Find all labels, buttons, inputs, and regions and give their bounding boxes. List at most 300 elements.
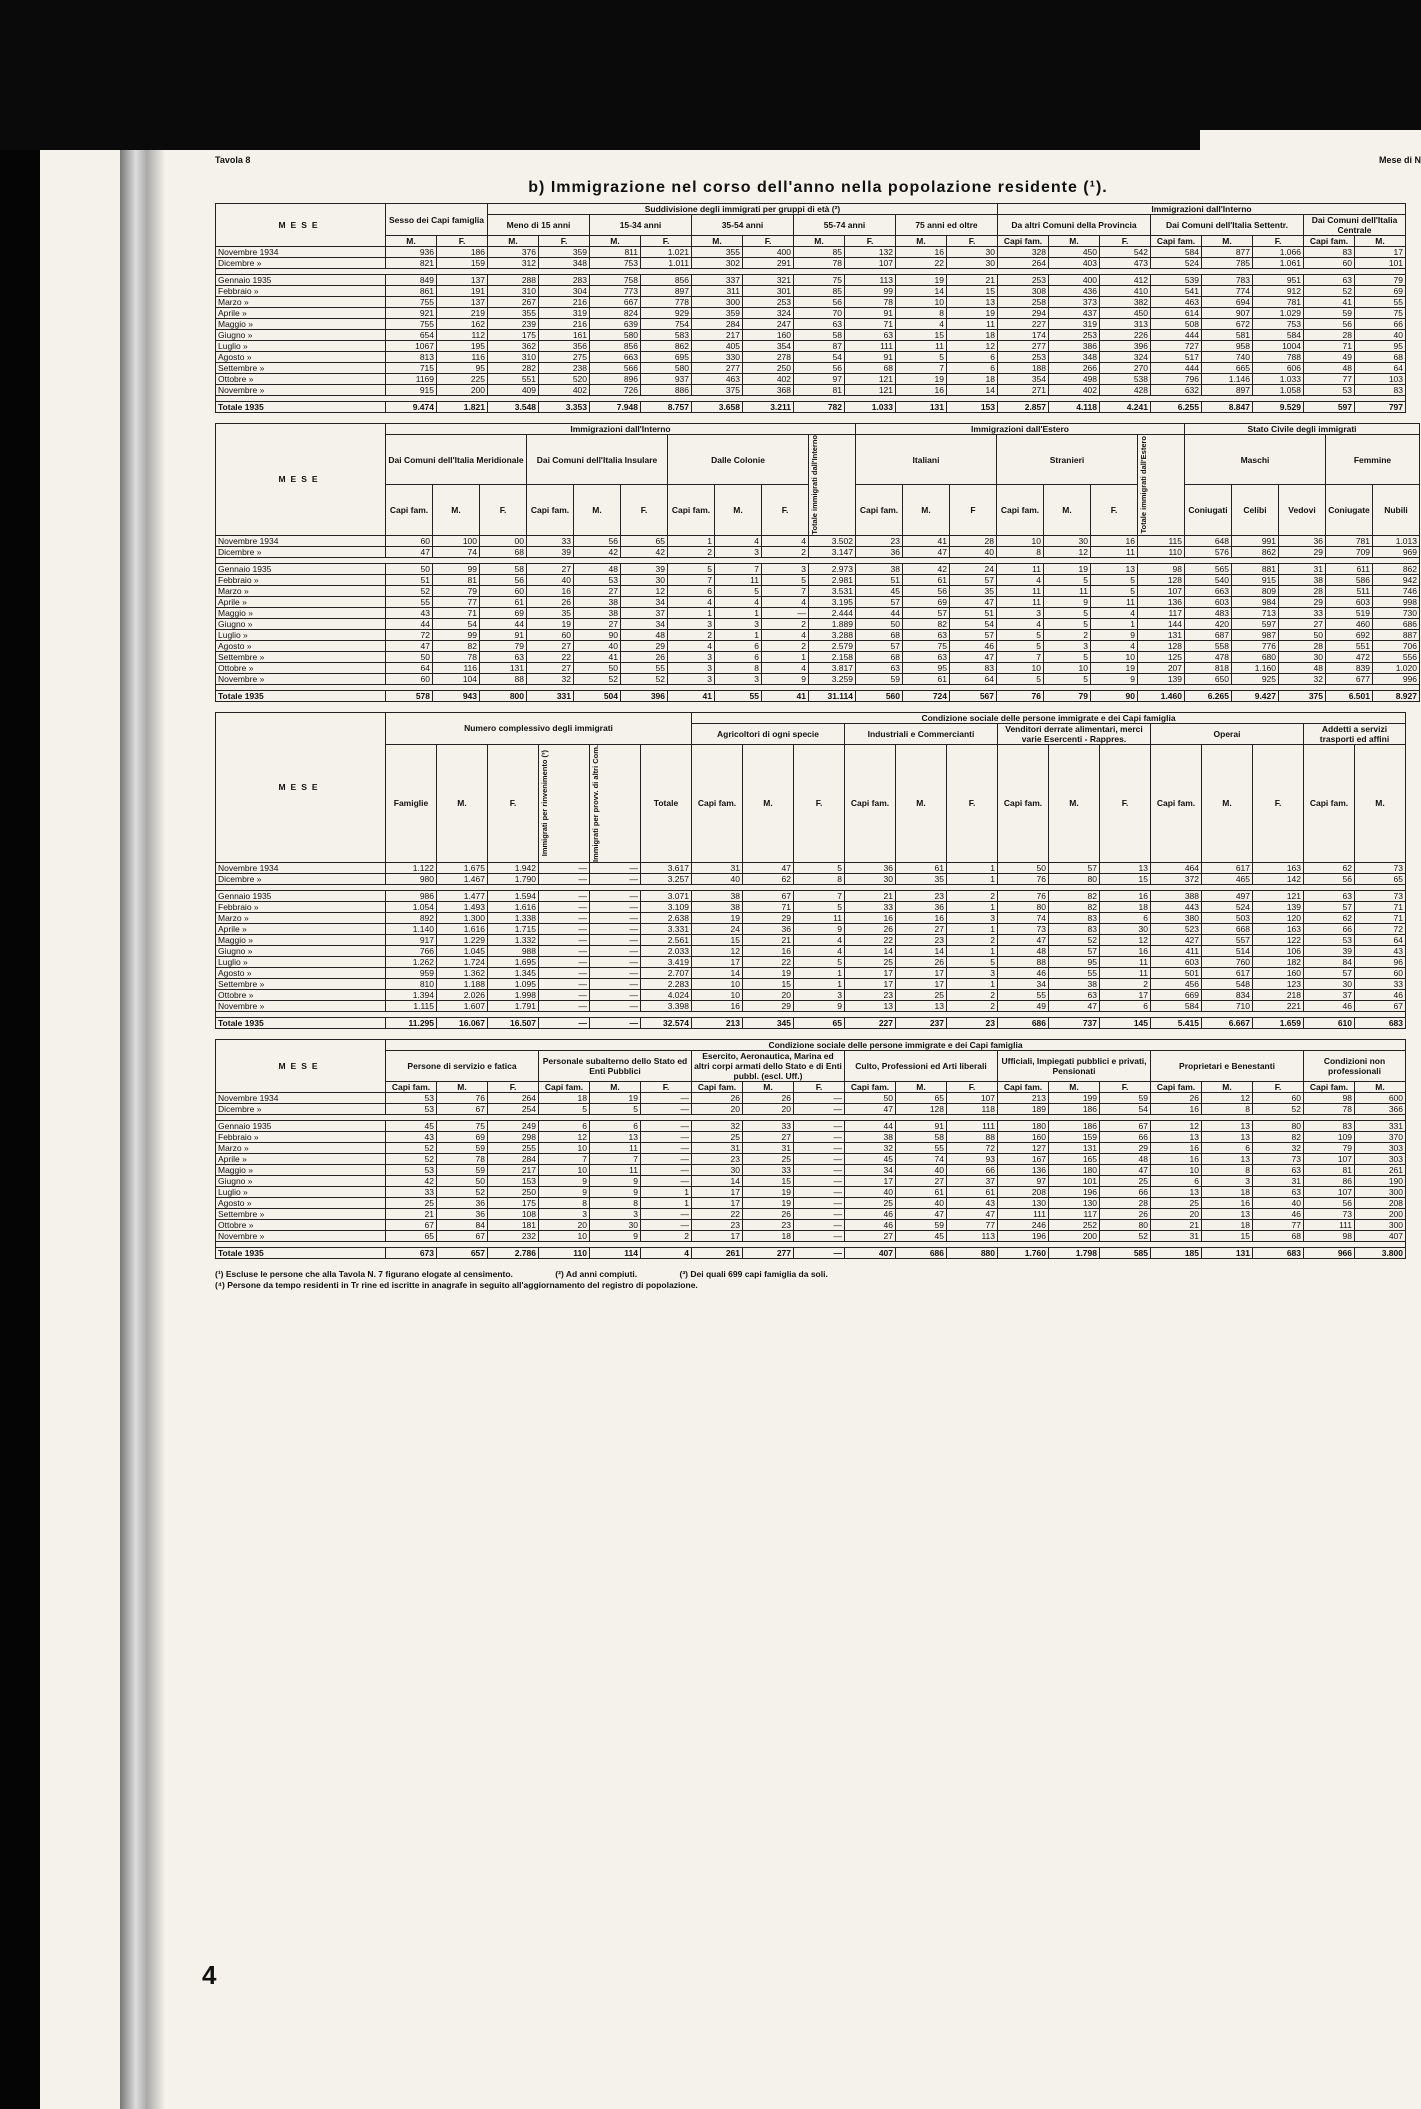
data-cell: 41	[574, 651, 621, 662]
data-cell: 929	[641, 308, 692, 319]
data-cell: 91	[896, 1120, 947, 1131]
table-row	[216, 374, 1406, 385]
total-cell: 8.927	[1373, 690, 1420, 701]
column-label: Capi fam.	[998, 236, 1049, 247]
data-cell: 298	[488, 1131, 539, 1142]
data-cell: 18	[1202, 1219, 1253, 1230]
data-cell: 11	[896, 341, 947, 352]
column-label: M.	[386, 236, 437, 247]
data-cell: 47	[896, 1208, 947, 1219]
data-cell: 887	[1373, 629, 1420, 640]
data-cell: 996	[1373, 673, 1420, 684]
data-cell: 65	[621, 535, 668, 546]
data-cell: 46	[845, 1219, 896, 1230]
data-cell: 11	[1091, 596, 1138, 607]
data-cell: 51	[386, 574, 433, 585]
sub-industrialists: Industriali e Commercianti	[845, 723, 998, 744]
data-cell: 892	[386, 912, 437, 923]
row-label: Maggio »	[216, 607, 386, 618]
data-cell: 548	[1202, 978, 1253, 989]
data-cell: 51	[856, 574, 903, 585]
data-cell: 584	[1151, 247, 1202, 258]
scan-corner-shadow	[1200, 0, 1421, 130]
data-cell: 57	[1304, 901, 1355, 912]
total-row	[216, 1247, 1406, 1258]
data-cell: 1	[947, 923, 998, 934]
table-row	[216, 607, 1420, 618]
data-cell: 13	[1091, 563, 1138, 574]
data-cell: 3.071	[641, 890, 692, 901]
data-cell: 74	[998, 912, 1049, 923]
row-label: Novembre 1934	[216, 1092, 386, 1103]
row-label: Aprile »	[216, 596, 386, 607]
data-cell: 788	[1253, 352, 1304, 363]
data-cell: 38	[856, 563, 903, 574]
data-cell: —	[794, 1103, 845, 1114]
total-cell: 32.574	[641, 1017, 692, 1028]
data-cell: 17	[692, 1197, 743, 1208]
row-label: Settembre »	[216, 651, 386, 662]
data-cell: 1.045	[437, 945, 488, 956]
data-cell: 6	[1202, 1142, 1253, 1153]
data-cell: 56	[480, 574, 527, 585]
data-cell: 443	[1151, 901, 1202, 912]
data-cell: 9	[1044, 596, 1091, 607]
column-label: F.	[762, 485, 809, 535]
data-cell: 648	[1185, 535, 1232, 546]
data-cell: 31	[1151, 1230, 1202, 1241]
data-cell: 67	[437, 1230, 488, 1241]
column-label: Capi fam.	[692, 744, 743, 862]
column-label: Capi fam.	[1151, 236, 1202, 247]
total-cell: 567	[950, 690, 997, 701]
data-cell: 606	[1253, 363, 1304, 374]
data-cell: 55	[621, 662, 668, 673]
data-cell: 19	[743, 1186, 794, 1197]
data-cell: 9	[539, 1175, 590, 1186]
total-cell: 2.786	[488, 1247, 539, 1258]
data-cell: 59	[437, 1164, 488, 1175]
data-cell: 44	[480, 618, 527, 629]
data-cell: 1.061	[1253, 258, 1304, 269]
total-cell: 4.118	[1049, 402, 1100, 413]
data-cell: 71	[845, 319, 896, 330]
data-cell: 254	[488, 1103, 539, 1114]
data-cell: 40	[1355, 330, 1406, 341]
data-cell: 47	[998, 934, 1049, 945]
data-cell: 400	[743, 247, 794, 258]
data-cell: 1.029	[1253, 308, 1304, 319]
data-cell: 483	[1185, 607, 1232, 618]
data-cell: 161	[539, 330, 590, 341]
data-cell: —	[641, 1092, 692, 1103]
data-cell: 2.973	[809, 563, 856, 574]
data-cell: 34	[845, 1164, 896, 1175]
data-cell: 849	[386, 275, 437, 286]
data-cell: 64	[950, 673, 997, 684]
data-cell: 809	[1232, 585, 1279, 596]
data-cell: 603	[1151, 956, 1202, 967]
data-cell: 232	[488, 1230, 539, 1241]
table-row	[216, 596, 1420, 607]
total-cell: 7.948	[590, 402, 641, 413]
data-cell: 3	[1202, 1175, 1253, 1186]
data-cell: 5	[794, 956, 845, 967]
data-cell: 28	[1100, 1197, 1151, 1208]
data-cell: 57	[1049, 945, 1100, 956]
data-cell: 66	[1100, 1186, 1151, 1197]
data-cell: 501	[1151, 967, 1202, 978]
data-cell: 348	[539, 258, 590, 269]
data-cell: 7	[668, 574, 715, 585]
data-cell: 47	[1100, 1164, 1151, 1175]
data-cell: 450	[1100, 308, 1151, 319]
data-cell: 15	[743, 1175, 794, 1186]
data-cell: 5	[997, 673, 1044, 684]
data-cell: 1.066	[1253, 247, 1304, 258]
data-cell: 52	[1100, 1230, 1151, 1241]
data-cell: 576	[1185, 546, 1232, 557]
total-cell: 396	[621, 690, 668, 701]
data-cell: 25	[743, 1153, 794, 1164]
data-cell: 407	[1355, 1230, 1406, 1241]
row-label: Settembre »	[216, 978, 386, 989]
data-cell: 520	[539, 374, 590, 385]
row-label: Giugno »	[216, 945, 386, 956]
data-cell: 428	[1100, 385, 1151, 396]
sub-under15: Meno di 15 anni	[488, 215, 590, 236]
data-cell: 63	[856, 662, 903, 673]
data-cell: 25	[692, 1131, 743, 1142]
data-cell: 11	[1100, 967, 1151, 978]
data-cell: 936	[386, 247, 437, 258]
total-cell: 880	[947, 1247, 998, 1258]
data-cell: 74	[433, 546, 480, 557]
data-cell: 538	[1100, 374, 1151, 385]
data-cell: 31	[743, 1142, 794, 1153]
data-cell: 20	[539, 1219, 590, 1230]
data-cell: 40	[845, 1186, 896, 1197]
data-cell: 912	[1253, 286, 1304, 297]
row-label: Febbraio »	[216, 1131, 386, 1142]
data-cell: 556	[1373, 651, 1420, 662]
data-cell: 463	[1151, 297, 1202, 308]
data-cell: 26	[692, 1092, 743, 1103]
footnote-1: (¹) Escluse le persone che alla Tavola N. 7 figurano elogate al censimento.	[215, 1268, 513, 1279]
data-cell: 121	[1253, 890, 1304, 901]
data-cell: 98	[1138, 563, 1185, 574]
data-cell: 14	[896, 286, 947, 297]
data-cell: 11	[590, 1164, 641, 1175]
column-label: M.	[1049, 236, 1100, 247]
data-cell: 27	[527, 563, 574, 574]
total-cell: 8.847	[1202, 402, 1253, 413]
data-cell: 60	[480, 585, 527, 596]
data-cell: 82	[1253, 1131, 1304, 1142]
data-cell: 36	[896, 901, 947, 912]
data-cell: 65	[1355, 873, 1406, 884]
data-cell: 188	[998, 363, 1049, 374]
data-cell: 163	[1253, 862, 1304, 873]
data-cell: 9	[794, 923, 845, 934]
data-cell: 28	[1304, 330, 1355, 341]
total-cell: 6.501	[1326, 690, 1373, 701]
data-cell: 19	[527, 618, 574, 629]
data-cell: 355	[692, 247, 743, 258]
data-cell: 48	[1304, 363, 1355, 374]
data-cell: 319	[539, 308, 590, 319]
data-cell: 472	[1326, 651, 1373, 662]
data-cell: 6	[590, 1120, 641, 1131]
data-cell: 603	[1326, 596, 1373, 607]
data-cell: 774	[1202, 286, 1253, 297]
data-cell: 57	[903, 607, 950, 618]
data-cell: 117	[1049, 1208, 1100, 1219]
data-cell: 1.790	[488, 873, 539, 884]
data-cell: 55	[896, 1142, 947, 1153]
data-cell: 359	[539, 247, 590, 258]
data-cell: 7	[997, 651, 1044, 662]
data-cell: 12	[692, 945, 743, 956]
data-cell: 52	[386, 1142, 437, 1153]
data-cell: 253	[743, 297, 794, 308]
data-cell: 11	[997, 596, 1044, 607]
data-cell: 11	[1100, 956, 1151, 967]
data-cell: 267	[488, 297, 539, 308]
data-cell: 17	[692, 956, 743, 967]
data-cell: 26	[845, 923, 896, 934]
data-cell: 53	[1304, 385, 1355, 396]
data-cell: 144	[1138, 618, 1185, 629]
data-cell: 4.024	[641, 989, 692, 1000]
total-cell: 131	[1202, 1247, 1253, 1258]
data-cell: 57	[1304, 967, 1355, 978]
data-cell: 302	[692, 258, 743, 269]
data-cell: 1.122	[386, 862, 437, 873]
footnote-3: (³) Dei quali 699 capi famiglia da soli.	[679, 1268, 828, 1279]
data-cell: 1.262	[386, 956, 437, 967]
sub-55-74: 55-74 anni	[794, 215, 896, 236]
data-cell: 249	[488, 1120, 539, 1131]
data-cell: 264	[488, 1092, 539, 1103]
data-cell: 137	[437, 275, 488, 286]
data-cell: 2	[668, 629, 715, 640]
total-cell: 16.507	[488, 1017, 539, 1028]
data-cell: 180	[1049, 1164, 1100, 1175]
data-cell: 175	[488, 1197, 539, 1208]
column-label: F.	[641, 236, 692, 247]
table-row	[216, 1219, 1406, 1230]
data-cell: 10	[692, 978, 743, 989]
data-cell: —	[590, 873, 641, 884]
data-cell: —	[590, 862, 641, 873]
data-cell: 21	[1151, 1219, 1202, 1230]
data-cell: 38	[574, 596, 621, 607]
column-label: Capi fam.	[998, 1081, 1049, 1092]
row-label: Marzo »	[216, 297, 386, 308]
data-cell: 101	[1049, 1175, 1100, 1186]
data-cell: 75	[437, 1120, 488, 1131]
data-cell: —	[794, 1208, 845, 1219]
total-label: Totale 1935	[216, 690, 386, 701]
data-cell: 167	[998, 1153, 1049, 1164]
column-label: Capi fam.	[998, 744, 1049, 862]
total-cell: 23	[947, 1017, 998, 1028]
data-cell: 50	[574, 662, 621, 673]
table-row	[216, 862, 1406, 873]
data-cell: 175	[488, 330, 539, 341]
data-cell: 76	[998, 890, 1049, 901]
total-cell: 4.241	[1100, 402, 1151, 413]
data-cell: —	[794, 1219, 845, 1230]
data-cell: 17	[845, 978, 896, 989]
data-cell: 80	[1100, 1219, 1151, 1230]
data-cell: 4	[668, 640, 715, 651]
page-number: 4	[202, 1960, 217, 1990]
data-cell: 52	[621, 673, 668, 684]
data-cell: 497	[1202, 890, 1253, 901]
data-cell: 43	[947, 1197, 998, 1208]
data-cell: 9	[1091, 673, 1138, 684]
data-cell: 27	[1279, 618, 1326, 629]
total-cell: 41	[668, 690, 715, 701]
data-cell: 1.013	[1373, 535, 1420, 546]
total-cell: 683	[1253, 1247, 1304, 1258]
data-cell: 191	[437, 286, 488, 297]
sub-north: Dai Comuni dell'Italia Settentr.	[1151, 215, 1304, 236]
data-cell: 614	[1151, 308, 1202, 319]
data-cell: —	[794, 1164, 845, 1175]
data-cell: 45	[896, 1230, 947, 1241]
total-cell: 966	[1304, 1247, 1355, 1258]
data-cell: 785	[1202, 258, 1253, 269]
data-cell: 16	[1151, 1142, 1202, 1153]
data-cell: 15	[947, 286, 998, 297]
data-cell: 368	[743, 385, 794, 396]
data-cell: 111	[1304, 1219, 1355, 1230]
data-cell: 356	[539, 341, 590, 352]
row-label: Novembre 1934	[216, 535, 386, 546]
data-cell: 3	[762, 563, 809, 574]
data-cell: 740	[1202, 352, 1253, 363]
data-cell: 886	[641, 385, 692, 396]
social-condition-group: Condizione sociale delle persone immigrate e dei Capi famiglia	[692, 712, 1406, 723]
data-cell: 261	[1355, 1164, 1406, 1175]
data-cell: 22	[692, 1208, 743, 1219]
data-cell: 897	[641, 286, 692, 297]
data-cell: 71	[1355, 912, 1406, 923]
social-condition-group: Condizione sociale delle persone immigrate e dei Capi famiglia	[386, 1039, 1406, 1050]
column-label: Vedovi	[1279, 485, 1326, 535]
data-cell: 727	[1151, 341, 1202, 352]
data-cell: 59	[437, 1142, 488, 1153]
column-label: F.	[621, 485, 668, 535]
data-cell: 16	[692, 1000, 743, 1011]
column-label: F.	[743, 236, 794, 247]
sub-vendors: Venditori derrate alimentari, merci varie Esercenti - Rappres.	[998, 723, 1151, 744]
row-label: Marzo »	[216, 912, 386, 923]
data-cell: 366	[1355, 1103, 1406, 1114]
data-cell: 95	[903, 662, 950, 673]
data-cell: 63	[1304, 890, 1355, 901]
data-cell: 40	[896, 1164, 947, 1175]
table-row	[216, 308, 1406, 319]
data-cell: 694	[1202, 297, 1253, 308]
data-cell: —	[539, 934, 590, 945]
data-cell: 639	[590, 319, 641, 330]
data-cell: 83	[1304, 1120, 1355, 1131]
data-cell: 5	[794, 901, 845, 912]
data-cell: 54	[950, 618, 997, 629]
data-cell: 330	[692, 352, 743, 363]
data-cell: 88	[947, 1131, 998, 1142]
data-cell: 82	[433, 640, 480, 651]
data-cell: —	[539, 912, 590, 923]
column-label: Capi fam.	[386, 1081, 437, 1092]
data-cell: 310	[488, 286, 539, 297]
data-cell: 1	[715, 629, 762, 640]
column-label: F.	[1100, 1081, 1151, 1092]
data-cell: 136	[998, 1164, 1049, 1175]
column-label: M.	[1355, 1081, 1406, 1092]
data-cell: 20	[692, 1103, 743, 1114]
data-cell: 68	[856, 629, 903, 640]
data-cell: 21	[386, 1208, 437, 1219]
data-cell: 3	[794, 989, 845, 1000]
data-cell: 1	[947, 862, 998, 873]
table-row	[216, 1131, 1406, 1142]
column-label: F.	[1253, 744, 1304, 862]
foreign-group: Immigrazioni dall'Estero	[856, 424, 1185, 435]
column-label: Nubili	[1373, 485, 1420, 535]
column-label: Capi fam.	[1304, 236, 1355, 247]
data-cell: 1.493	[437, 901, 488, 912]
data-cell: 196	[1049, 1186, 1100, 1197]
table-row	[216, 385, 1406, 396]
data-cell: 310	[488, 352, 539, 363]
data-cell: 2.158	[809, 651, 856, 662]
data-cell: 54	[433, 618, 480, 629]
table-row	[216, 247, 1406, 258]
column-label: F.	[947, 744, 998, 862]
total-cell: 782	[794, 402, 845, 413]
data-cell: 5	[997, 629, 1044, 640]
row-label: Maggio »	[216, 934, 386, 945]
data-cell: 372	[1151, 873, 1202, 884]
data-cell: 127	[998, 1142, 1049, 1153]
data-cell: —	[539, 923, 590, 934]
total-cell: 2.857	[998, 402, 1049, 413]
total-cell: 65	[794, 1017, 845, 1028]
data-cell: 63	[794, 319, 845, 330]
data-cell: 1.467	[437, 873, 488, 884]
data-cell: —	[539, 945, 590, 956]
data-cell: 5	[1091, 574, 1138, 585]
data-cell: 746	[1373, 585, 1420, 596]
data-cell: 10	[1044, 662, 1091, 673]
data-cell: 29	[1279, 546, 1326, 557]
data-cell: 35	[896, 873, 947, 884]
data-cell: 921	[386, 308, 437, 319]
row-label: Agosto »	[216, 352, 386, 363]
data-cell: 463	[692, 374, 743, 385]
data-cell: 38	[1049, 978, 1100, 989]
data-cell: —	[539, 862, 590, 873]
row-label: Dicembre »	[216, 1103, 386, 1114]
row-label: Ottobre »	[216, 374, 386, 385]
data-cell: 17	[692, 1230, 743, 1241]
sub-males: Maschi	[1185, 435, 1326, 485]
